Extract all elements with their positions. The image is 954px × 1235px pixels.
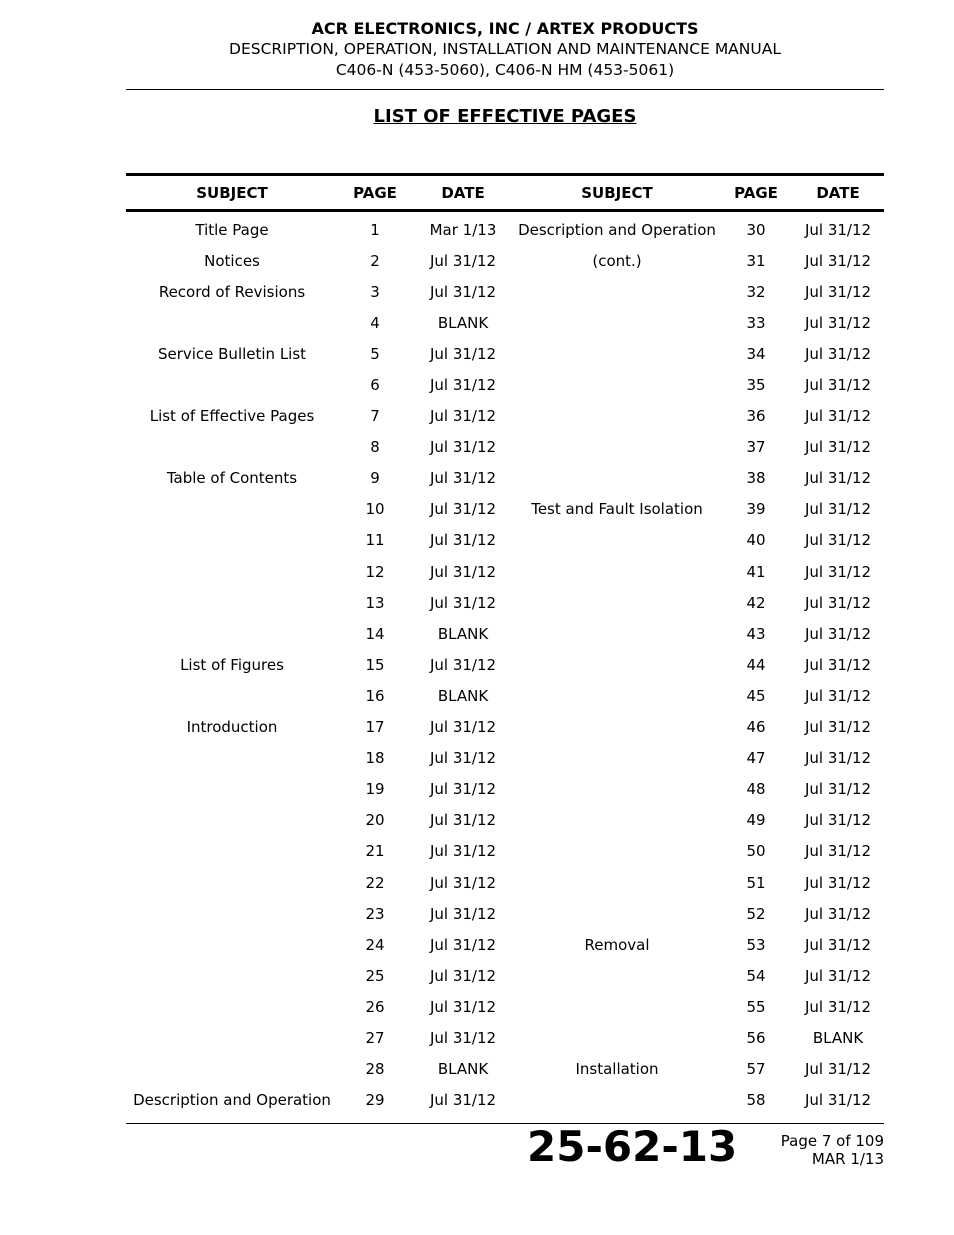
table-row xyxy=(126,649,884,680)
page-cell: 37 xyxy=(746,438,766,457)
page-cell: 58 xyxy=(746,1091,766,1110)
table-row xyxy=(126,712,884,743)
subject-cell xyxy=(126,494,338,525)
date-cell: Jul 31/12 xyxy=(429,655,497,674)
date-cell: BLANK xyxy=(437,313,489,332)
page-cell: 20 xyxy=(365,811,385,830)
column-header: SUBJECT xyxy=(196,183,268,202)
subject-cell xyxy=(126,369,338,400)
page-cell: 22 xyxy=(365,873,385,892)
table-row xyxy=(126,805,884,836)
page-cell: 5 xyxy=(370,344,380,363)
page-cell: 50 xyxy=(746,842,766,861)
date-cell: Jul 31/12 xyxy=(429,438,497,457)
table-row xyxy=(126,587,884,618)
page-cell: 28 xyxy=(365,1060,385,1079)
date-cell: Jul 31/12 xyxy=(804,220,872,239)
table-row xyxy=(126,774,884,805)
page-cell: 21 xyxy=(365,842,385,861)
page-cell: 11 xyxy=(365,531,385,550)
subject-cell xyxy=(126,960,338,991)
page-cell: 3 xyxy=(370,282,380,301)
page-cell: 32 xyxy=(746,282,766,301)
subject-cell xyxy=(514,991,720,1022)
date-cell: Jul 31/12 xyxy=(429,500,497,519)
date-cell: Jul 31/12 xyxy=(804,376,872,395)
date-cell: Jul 31/12 xyxy=(429,873,497,892)
page-cell: 36 xyxy=(746,407,766,426)
date-cell: BLANK xyxy=(812,1028,864,1047)
subject-cell xyxy=(514,587,720,618)
date-cell: Jul 31/12 xyxy=(429,749,497,768)
subject-cell xyxy=(126,587,338,618)
subject-cell xyxy=(514,774,720,805)
table-row xyxy=(126,211,884,246)
table-row xyxy=(126,1054,884,1085)
model-numbers: C406-N (453-5060), C406-N HM (453-5061) xyxy=(335,61,675,79)
date-cell: Jul 31/12 xyxy=(804,282,872,301)
page-cell: 51 xyxy=(746,873,766,892)
subject-cell xyxy=(514,369,720,400)
column-header: PAGE xyxy=(734,183,778,202)
date-cell: Jul 31/12 xyxy=(804,904,872,923)
date-cell: Jul 31/12 xyxy=(429,997,497,1016)
page-cell: 29 xyxy=(365,1091,385,1110)
table-row xyxy=(126,494,884,525)
table-row xyxy=(126,836,884,867)
date-cell: Jul 31/12 xyxy=(429,811,497,830)
subject-cell xyxy=(126,774,338,805)
date-cell: Jul 31/12 xyxy=(429,593,497,612)
page-cell: 6 xyxy=(370,376,380,395)
column-header: SUBJECT xyxy=(581,183,653,202)
date-cell: Jul 31/12 xyxy=(804,313,872,332)
table-row xyxy=(126,432,884,463)
page-cell: 7 xyxy=(370,407,380,426)
date-cell: Jul 31/12 xyxy=(429,282,497,301)
subject-cell xyxy=(514,743,720,774)
subject-cell xyxy=(514,867,720,898)
page-cell: 38 xyxy=(746,469,766,488)
page-cell: 52 xyxy=(746,904,766,923)
subject-cell: List of Effective Pages xyxy=(149,407,315,426)
date-cell: Jul 31/12 xyxy=(429,718,497,737)
page-cell: 56 xyxy=(746,1028,766,1047)
page-cell: 43 xyxy=(746,624,766,643)
page-cell: 17 xyxy=(365,718,385,737)
table-row xyxy=(126,338,884,369)
subject-cell: Record of Revisions xyxy=(158,282,306,301)
date-cell: Jul 31/12 xyxy=(804,562,872,581)
date-cell: Jul 31/12 xyxy=(804,251,872,270)
page-cell: 16 xyxy=(365,686,385,705)
date-cell: Jul 31/12 xyxy=(804,344,872,363)
page-cell: 42 xyxy=(746,593,766,612)
subject-cell: Description and Operation xyxy=(133,1091,331,1110)
subject-cell xyxy=(514,898,720,929)
subject-cell: Removal xyxy=(584,935,650,954)
document-header xyxy=(126,19,884,81)
subject-cell: Table of Contents xyxy=(166,469,298,488)
subject-cell xyxy=(126,307,338,338)
subject-cell: Title Page xyxy=(195,220,269,239)
subject-cell xyxy=(126,432,338,463)
page-cell: 41 xyxy=(746,562,766,581)
page-cell: 27 xyxy=(365,1028,385,1047)
subject-cell xyxy=(514,836,720,867)
date-cell: Jul 31/12 xyxy=(804,966,872,985)
page-cell: 35 xyxy=(746,376,766,395)
footer-divider xyxy=(126,1123,884,1124)
table-row xyxy=(126,867,884,898)
table-body xyxy=(126,211,884,1116)
page-cell: 57 xyxy=(746,1060,766,1079)
table-row xyxy=(126,463,884,494)
date-cell: Jul 31/12 xyxy=(429,376,497,395)
table-row xyxy=(126,929,884,960)
page-cell: 39 xyxy=(746,500,766,519)
subject-cell xyxy=(126,1054,338,1085)
page-cell: 13 xyxy=(365,593,385,612)
subject-cell: Installation xyxy=(575,1060,659,1079)
date-cell: BLANK xyxy=(437,1060,489,1079)
subject-cell xyxy=(514,401,720,432)
page-cell: 45 xyxy=(746,686,766,705)
page-cell: 54 xyxy=(746,966,766,985)
subject-cell: Test and Fault Isolation xyxy=(531,500,703,519)
table-row xyxy=(126,556,884,587)
subject-cell xyxy=(514,432,720,463)
table-row xyxy=(126,743,884,774)
table-row xyxy=(126,525,884,556)
page-title: LIST OF EFFECTIVE PAGES xyxy=(373,106,637,127)
date-cell: Jul 31/12 xyxy=(429,1028,497,1047)
subject-cell xyxy=(126,743,338,774)
table-row xyxy=(126,960,884,991)
subject-cell xyxy=(126,525,338,556)
date-cell: Jul 31/12 xyxy=(429,251,497,270)
subject-cell xyxy=(514,1022,720,1053)
subject-cell xyxy=(514,712,720,743)
date-cell: Jul 31/12 xyxy=(804,593,872,612)
date-cell: Jul 31/12 xyxy=(804,655,872,674)
subject-cell xyxy=(514,960,720,991)
subject-cell xyxy=(514,463,720,494)
date-cell: Jul 31/12 xyxy=(804,997,872,1016)
subject-cell: Introduction xyxy=(186,718,278,737)
column-header: PAGE xyxy=(353,183,397,202)
page-cell: 12 xyxy=(365,562,385,581)
subject-cell xyxy=(126,618,338,649)
date-cell: Jul 31/12 xyxy=(804,686,872,705)
date-cell: Jul 31/12 xyxy=(804,718,872,737)
table-row xyxy=(126,680,884,711)
date-cell: Jul 31/12 xyxy=(804,873,872,892)
page-cell: 48 xyxy=(746,780,766,799)
subject-cell xyxy=(514,680,720,711)
date-cell: Jul 31/12 xyxy=(429,344,497,363)
page-cell: 10 xyxy=(365,500,385,519)
manual-title: DESCRIPTION, OPERATION, INSTALLATION AND MAINTENANCE MANUAL xyxy=(229,40,781,58)
page-cell: 46 xyxy=(746,718,766,737)
subject-cell xyxy=(126,805,338,836)
table-row xyxy=(126,1022,884,1053)
subject-cell xyxy=(514,1085,720,1116)
date-cell: Jul 31/12 xyxy=(804,624,872,643)
subject-cell xyxy=(126,929,338,960)
date-cell: Jul 31/12 xyxy=(804,500,872,519)
page-cell: 9 xyxy=(370,469,380,488)
table-row xyxy=(126,307,884,338)
page-cell: 14 xyxy=(365,624,385,643)
date-cell: Mar 1/13 xyxy=(429,220,497,239)
date-cell: Jul 31/12 xyxy=(429,562,497,581)
date-cell: BLANK xyxy=(437,624,489,643)
table-row xyxy=(126,898,884,929)
date-cell: Jul 31/12 xyxy=(429,1091,497,1110)
table-row xyxy=(126,1085,884,1116)
date-cell: Jul 31/12 xyxy=(429,842,497,861)
effective-pages-table xyxy=(126,173,884,1116)
page-cell: 8 xyxy=(370,438,380,457)
table-header-row xyxy=(126,175,884,211)
revision-date: MAR 1/13 xyxy=(811,1150,884,1168)
page-cell: 26 xyxy=(365,997,385,1016)
page-cell: 23 xyxy=(365,904,385,923)
table-row xyxy=(126,369,884,400)
table-row xyxy=(126,276,884,307)
date-cell: Jul 31/12 xyxy=(429,469,497,488)
subject-cell xyxy=(514,556,720,587)
subject-cell xyxy=(126,680,338,711)
page-cell: 53 xyxy=(746,935,766,954)
table-row xyxy=(126,618,884,649)
page-cell: 25 xyxy=(365,966,385,985)
page-info xyxy=(781,1132,884,1168)
page-cell: 19 xyxy=(365,780,385,799)
page-cell: 31 xyxy=(746,251,766,270)
page-number: Page 7 of 109 xyxy=(780,1132,884,1150)
document-number: 25-62-13 xyxy=(527,1122,738,1171)
page-cell: 55 xyxy=(746,997,766,1016)
date-cell: Jul 31/12 xyxy=(804,780,872,799)
header-divider xyxy=(126,89,884,90)
date-cell: Jul 31/12 xyxy=(804,842,872,861)
subject-cell xyxy=(126,556,338,587)
subject-cell xyxy=(126,898,338,929)
subject-cell xyxy=(514,805,720,836)
page-cell: 40 xyxy=(746,531,766,550)
date-cell: Jul 31/12 xyxy=(804,1091,872,1110)
column-header: DATE xyxy=(441,183,485,202)
table-row xyxy=(126,991,884,1022)
subject-cell xyxy=(514,276,720,307)
page-cell: 30 xyxy=(746,220,766,239)
page-cell: 47 xyxy=(746,749,766,768)
date-cell: Jul 31/12 xyxy=(429,904,497,923)
page-cell: 33 xyxy=(746,313,766,332)
date-cell: Jul 31/12 xyxy=(804,1060,872,1079)
page-cell: 4 xyxy=(370,313,380,332)
company-name: ACR ELECTRONICS, INC / ARTEX PRODUCTS xyxy=(311,19,699,38)
page-cell: 18 xyxy=(365,749,385,768)
table-row xyxy=(126,401,884,432)
date-cell: Jul 31/12 xyxy=(429,935,497,954)
subject-cell: Service Bulletin List xyxy=(157,344,307,363)
subject-cell xyxy=(126,991,338,1022)
date-cell: Jul 31/12 xyxy=(804,935,872,954)
date-cell: Jul 31/12 xyxy=(429,966,497,985)
date-cell: Jul 31/12 xyxy=(804,469,872,488)
date-cell: Jul 31/12 xyxy=(804,749,872,768)
date-cell: BLANK xyxy=(437,686,489,705)
date-cell: Jul 31/12 xyxy=(804,407,872,426)
subject-cell xyxy=(514,618,720,649)
date-cell: Jul 31/12 xyxy=(429,780,497,799)
page-cell: 44 xyxy=(746,655,766,674)
subject-cell: List of Figures xyxy=(180,655,284,674)
subject-cell xyxy=(514,338,720,369)
date-cell: Jul 31/12 xyxy=(804,811,872,830)
subject-cell xyxy=(126,867,338,898)
subject-cell: Description and Operation xyxy=(518,220,716,239)
date-cell: Jul 31/12 xyxy=(804,438,872,457)
page-cell: 24 xyxy=(365,935,385,954)
subject-cell xyxy=(126,1022,338,1053)
column-header: DATE xyxy=(816,183,860,202)
subject-cell: (cont.) xyxy=(592,251,642,270)
page-cell: 2 xyxy=(370,251,380,270)
subject-cell xyxy=(514,525,720,556)
date-cell: Jul 31/12 xyxy=(429,531,497,550)
subject-cell: Notices xyxy=(204,251,260,270)
page-cell: 34 xyxy=(746,344,766,363)
subject-cell xyxy=(514,307,720,338)
date-cell: Jul 31/12 xyxy=(804,531,872,550)
subject-cell xyxy=(126,836,338,867)
date-cell: Jul 31/12 xyxy=(429,407,497,426)
subject-cell xyxy=(514,649,720,680)
page-cell: 49 xyxy=(746,811,766,830)
page-cell: 15 xyxy=(365,655,385,674)
page-cell: 1 xyxy=(370,220,380,239)
table-row xyxy=(126,245,884,276)
